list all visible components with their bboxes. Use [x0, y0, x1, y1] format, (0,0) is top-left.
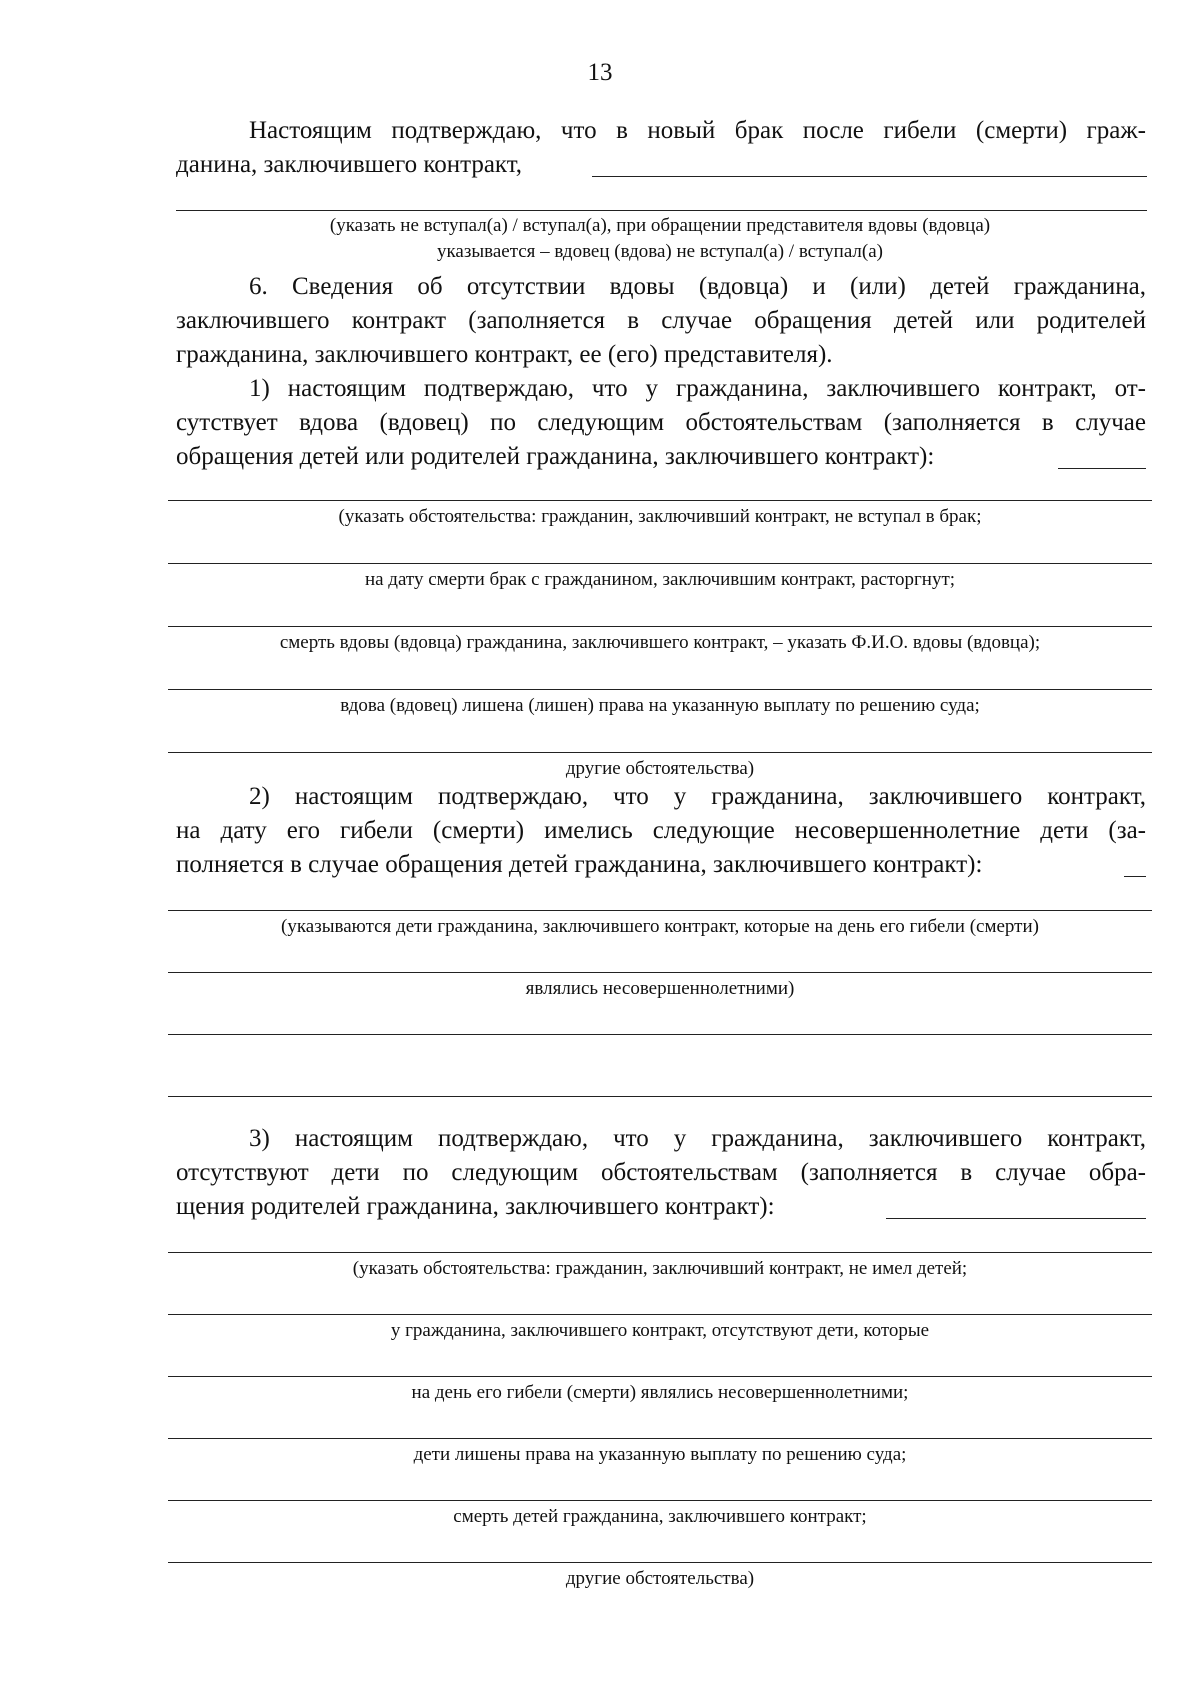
point-3-answer-line-3[interactable]	[168, 1376, 1152, 1377]
point-2-answer-line-4[interactable]	[168, 1096, 1152, 1097]
point-1-line-2: сутствует вдова (вдовец) по следующим обстоятельствам (заполняется в случае	[176, 409, 1146, 436]
section-6-line-2: заключившего контракт (заполняется в случае обращения детей или родителей	[176, 307, 1146, 334]
point-3-answer-line-6[interactable]	[168, 1562, 1152, 1563]
point-3-line-3: щения родителей гражданина, заключившего контракт):	[176, 1193, 775, 1220]
point-1-answer-line-4[interactable]	[168, 689, 1152, 690]
remarriage-answer-field-2[interactable]	[176, 210, 1147, 211]
point-1-hint-3: смерть вдовы (вдовца) гражданина, заключившего контракт, – указать Ф.И.О. вдовы (вдовца);	[279, 632, 1041, 653]
point-3-inline-field[interactable]	[886, 1218, 1146, 1219]
point-1-hint-4: вдова (вдовец) лишена (лишен) права на указанную выплату по решению суда;	[340, 695, 980, 716]
point-2-hint-2: являлись несовершеннолетними)	[525, 978, 795, 999]
point-1-line-1: 1) настоящим подтверждаю, что у гражданина, заключившего контракт, от-	[249, 375, 1146, 402]
point-3-hint-5: смерть детей гражданина, заключившего контракт;	[453, 1506, 867, 1527]
point-1-line-3: обращения детей или родителей гражданина, заключившего контракт):	[176, 443, 935, 470]
remarriage-hint-2: указывается – вдовец (вдова) не вступал(а) / вступал(а)	[436, 241, 884, 262]
remarriage-answer-field[interactable]	[592, 176, 1147, 177]
point-3-answer-line-2[interactable]	[168, 1314, 1152, 1315]
point-1-hint-1: (указать обстоятельства: гражданин, заключивший контракт, не вступал в брак;	[338, 506, 982, 527]
point-1-answer-line-2[interactable]	[168, 563, 1152, 564]
point-3-hint-2: у гражданина, заключившего контракт, отсутствуют дети, которые	[390, 1320, 930, 1341]
point-1-answer-line-3[interactable]	[168, 626, 1152, 627]
point-2-line-1: 2) настоящим подтверждаю, что у гражданина, заключившего контракт,	[249, 783, 1146, 810]
point-1-answer-line-5[interactable]	[168, 752, 1152, 753]
point-2-inline-field[interactable]	[1124, 876, 1146, 877]
remarriage-hint-1: (указать не вступал(а) / вступал(а), при обращении представителя вдовы (вдовца)	[329, 215, 991, 236]
remarriage-line-2: данина, заключившего контракт,	[176, 151, 523, 178]
point-1-inline-field[interactable]	[1058, 468, 1146, 469]
point-3-hint-4: дети лишены права на указанную выплату по решению суда;	[413, 1444, 907, 1465]
point-2-answer-line-2[interactable]	[168, 972, 1152, 973]
point-2-line-3: полняется в случае обращения детей гражданина, заключившего контракт):	[176, 851, 983, 878]
point-2-answer-line-3[interactable]	[168, 1034, 1152, 1035]
point-3-hint-6: другие обстоятельства)	[565, 1568, 755, 1589]
point-3-answer-line-1[interactable]	[168, 1252, 1152, 1253]
point-1-hint-2: на дату смерти брак с гражданином, заключившим контракт, расторгнут;	[364, 569, 956, 590]
point-3-line-1: 3) настоящим подтверждаю, что у гражданина, заключившего контракт,	[249, 1125, 1146, 1152]
point-2-answer-line-1[interactable]	[168, 910, 1152, 911]
point-1-hint-5: другие обстоятельства)	[565, 758, 755, 779]
remarriage-line-1: Настоящим подтверждаю, что в новый брак после гибели (смерти) граж-	[249, 117, 1146, 144]
section-6-line-3: гражданина, заключившего контракт, ее (его) представителя).	[176, 341, 833, 368]
section-6-line-1: 6. Сведения об отсутствии вдовы (вдовца) и (или) детей гражданина,	[249, 273, 1146, 300]
point-3-hint-3: на день его гибели (смерти) являлись несовершеннолетними;	[411, 1382, 909, 1403]
page-number: 13	[587, 59, 613, 86]
point-1-answer-line-1[interactable]	[168, 500, 1152, 501]
point-2-line-2: на дату его гибели (смерти) имелись следующие несовершеннолетние дети (за-	[176, 817, 1146, 844]
point-3-hint-1: (указать обстоятельства: гражданин, заключивший контракт, не имел детей;	[352, 1258, 968, 1279]
point-3-answer-line-5[interactable]	[168, 1500, 1152, 1501]
point-3-answer-line-4[interactable]	[168, 1438, 1152, 1439]
point-3-line-2: отсутствуют дети по следующим обстоятельствам (заполняется в случае обра-	[176, 1159, 1146, 1186]
point-2-hint-1: (указываются дети гражданина, заключившего контракт, которые на день его гибели (смерти)	[281, 916, 1039, 937]
